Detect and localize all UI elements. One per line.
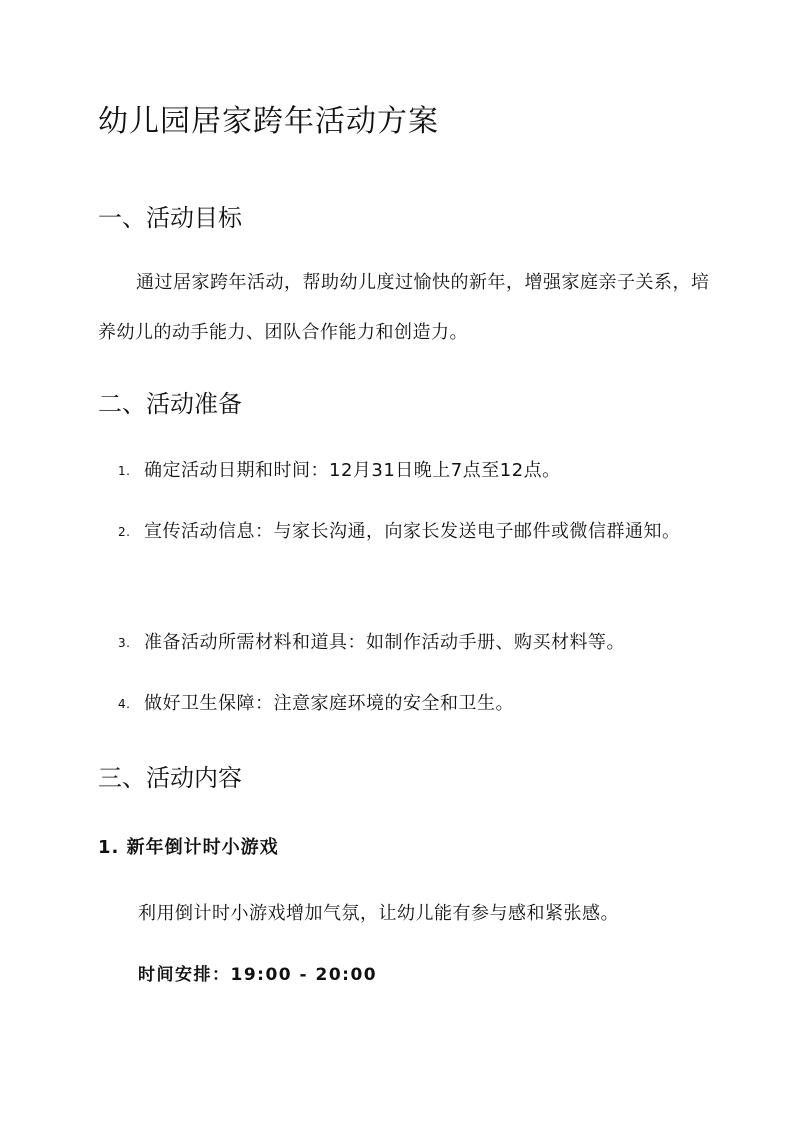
- list-item: [118, 443, 698, 499]
- list-item-number: 2.: [118, 525, 131, 539]
- list-item-text: 做好卫生保障：注意家庭环境的安全和卫生。: [144, 693, 514, 714]
- list-item-number: 1.: [118, 464, 131, 478]
- schedule-line: 时间安排：19:00 - 20:00: [138, 965, 378, 985]
- list-item-text: 宣传活动信息：与家长沟通，向家长发送电子邮件或微信群通知。: [144, 521, 681, 542]
- section-goals-paragraph: 通过居家跨年活动，帮助幼儿度过愉快的新年，增强家庭亲子关系，培养幼儿的动手能力、团队合作能力和创造力。: [98, 272, 710, 343]
- document-title: 幼儿园居家跨年活动方案: [98, 104, 439, 139]
- list-item: [118, 676, 698, 732]
- section-heading-goals: 一、活动目标: [98, 204, 242, 232]
- subsection-description: 利用倒计时小游戏增加气氛，让幼儿能有参与感和紧张感。: [138, 903, 619, 924]
- list-item-number: 4.: [118, 697, 131, 711]
- section-heading-preparation: 二、活动准备: [98, 390, 242, 418]
- list-item-text: 准备活动所需材料和道具：如制作活动手册、购买材料等。: [144, 632, 625, 653]
- subsection-heading-countdown-game: 1. 新年倒计时小游戏: [98, 837, 279, 858]
- list-item: [118, 504, 698, 560]
- list-item: [118, 615, 698, 671]
- list-item-number: 3.: [118, 636, 131, 650]
- section-heading-content: 三、活动内容: [98, 764, 242, 792]
- list-item-text: 确定活动日期和时间：12月31日晚上7点至12点。: [144, 460, 561, 481]
